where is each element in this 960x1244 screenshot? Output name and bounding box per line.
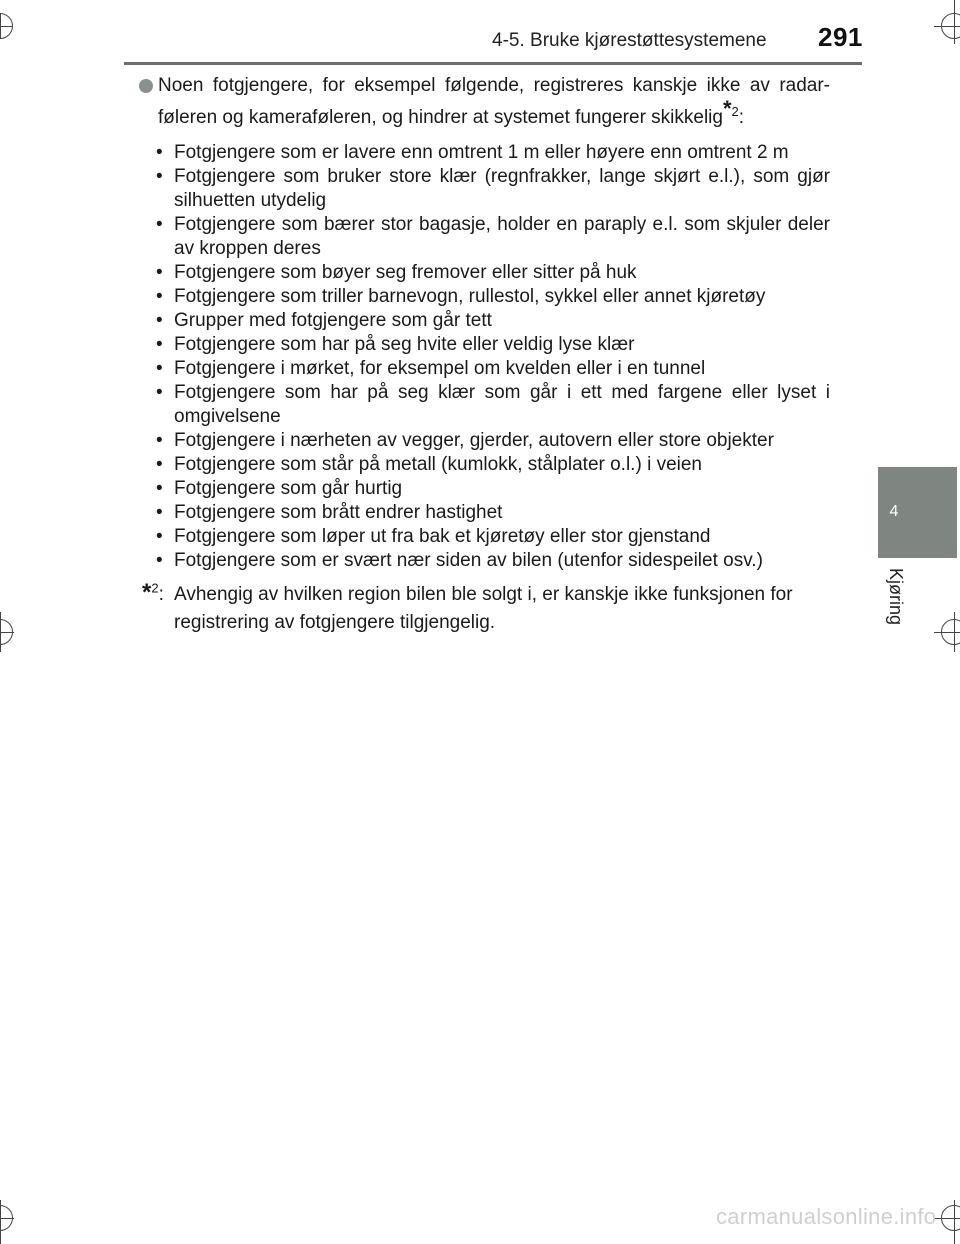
list-item	[134, 165, 830, 213]
main-content	[134, 70, 830, 637]
bullet-icon: •	[156, 262, 163, 283]
footnote-asterisk: *	[142, 579, 152, 606]
bullet-icon: •	[156, 166, 163, 187]
intro-text: Noen fotgjengere, for eksempel følgende, registreres kanskje ikke av radar-føleren og kameraføleren, og hindrer at systemet fungerer skikkelig	[158, 75, 830, 128]
list-item-text: Fotgjengere som er lavere enn omtrent 1 m eller høyere enn omtrent 2 m	[174, 142, 789, 163]
list-item-text: Fotgjengere som triller barnevogn, rullestol, sykkel eller annet kjøretøy	[174, 286, 766, 307]
chapter-number: 4	[889, 503, 899, 520]
list-item	[134, 525, 830, 549]
bullet-icon: •	[156, 358, 163, 379]
list-item	[134, 357, 830, 381]
pedestrian-list	[134, 141, 830, 573]
chapter-label	[880, 568, 908, 632]
list-item	[134, 429, 830, 453]
bullet-icon: •	[156, 550, 163, 571]
list-item	[134, 381, 830, 429]
bullet-icon: •	[156, 334, 163, 355]
list-item	[134, 213, 830, 261]
list-item	[134, 501, 830, 525]
footnote	[134, 581, 830, 637]
header-divider	[124, 62, 862, 65]
footnote-reference	[722, 95, 739, 121]
list-item	[134, 141, 830, 165]
intro-colon: :	[738, 107, 745, 128]
bullet-icon: •	[156, 502, 163, 523]
intro-paragraph	[134, 70, 830, 134]
bullet-icon: •	[156, 430, 163, 451]
page-number: 291	[818, 22, 863, 52]
footnote-mark	[142, 579, 164, 609]
list-item-text: Fotgjengere som går hurtig	[174, 478, 403, 499]
list-item	[134, 309, 830, 333]
watermark: carmanualsonline.info	[716, 1204, 937, 1229]
chapter-label-text: Kjøring	[886, 568, 906, 626]
bullet-icon: •	[156, 454, 163, 475]
list-item-text: Grupper med fotgjengere som går tett	[174, 310, 492, 331]
list-item	[134, 285, 830, 309]
bullet-icon: •	[156, 286, 163, 307]
bullet-icon: •	[156, 382, 163, 403]
footnote-number: 2	[151, 580, 159, 596]
section-title: 4-5. Bruke kjørestøttesystemene	[492, 30, 767, 51]
list-item-text: Fotgjengere i nærheten av vegger, gjerder, autovern eller store objekter	[174, 430, 774, 451]
list-item-text: Fotgjengere som står på metall (kumlokk, stålplater o.l.) i veien	[174, 454, 702, 475]
list-item	[134, 549, 830, 573]
list-item-text: Fotgjengere som løper ut fra bak et kjøretøy eller stor gjenstand	[174, 526, 711, 547]
asterisk-icon: *	[722, 95, 732, 121]
list-item-text: Fotgjengere som har på seg klær som går i ett med fargene eller lyset i omgivelsene	[174, 382, 830, 427]
bullet-icon: •	[156, 310, 163, 331]
list-item	[134, 477, 830, 501]
list-item	[134, 261, 830, 285]
list-item-text: Fotgjengere som har på seg hvite eller veldig lyse klær	[174, 334, 635, 355]
list-item-text: Fotgjengere som er svært nær siden av bilen (utenfor sidespeilet osv.)	[174, 550, 763, 571]
bullet-icon: •	[156, 478, 163, 499]
bullet-icon: •	[156, 526, 163, 547]
footnote-colon: :	[158, 584, 164, 605]
bullet-icon: •	[156, 142, 163, 163]
footnote-text: Avhengig av hvilken region bilen ble solgt i, er kanskje ikke funksjonen for registrering av fotgjengere tilgjengelig.	[174, 584, 793, 633]
list-item	[134, 333, 830, 357]
list-item	[134, 453, 830, 477]
list-item-text: Fotgjengere som bærer stor bagasje, holder en paraply e.l. som skjuler deler av kroppen deres	[174, 214, 830, 259]
round-bullet-icon	[139, 79, 153, 93]
list-item-text: Fotgjengere som bruker store klær (regnfrakker, lange skjørt e.l.), som gjør silhuetten utydelig	[174, 166, 830, 211]
footnote-ref-number: 2	[731, 103, 739, 119]
list-item-text: Fotgjengere som bøyer seg fremover eller sitter på huk	[174, 262, 637, 283]
list-item-text: Fotgjengere som brått endrer hastighet	[174, 502, 503, 523]
bullet-icon: •	[156, 214, 163, 235]
list-item-text: Fotgjengere i mørket, for eksempel om kvelden eller i en tunnel	[174, 358, 706, 379]
